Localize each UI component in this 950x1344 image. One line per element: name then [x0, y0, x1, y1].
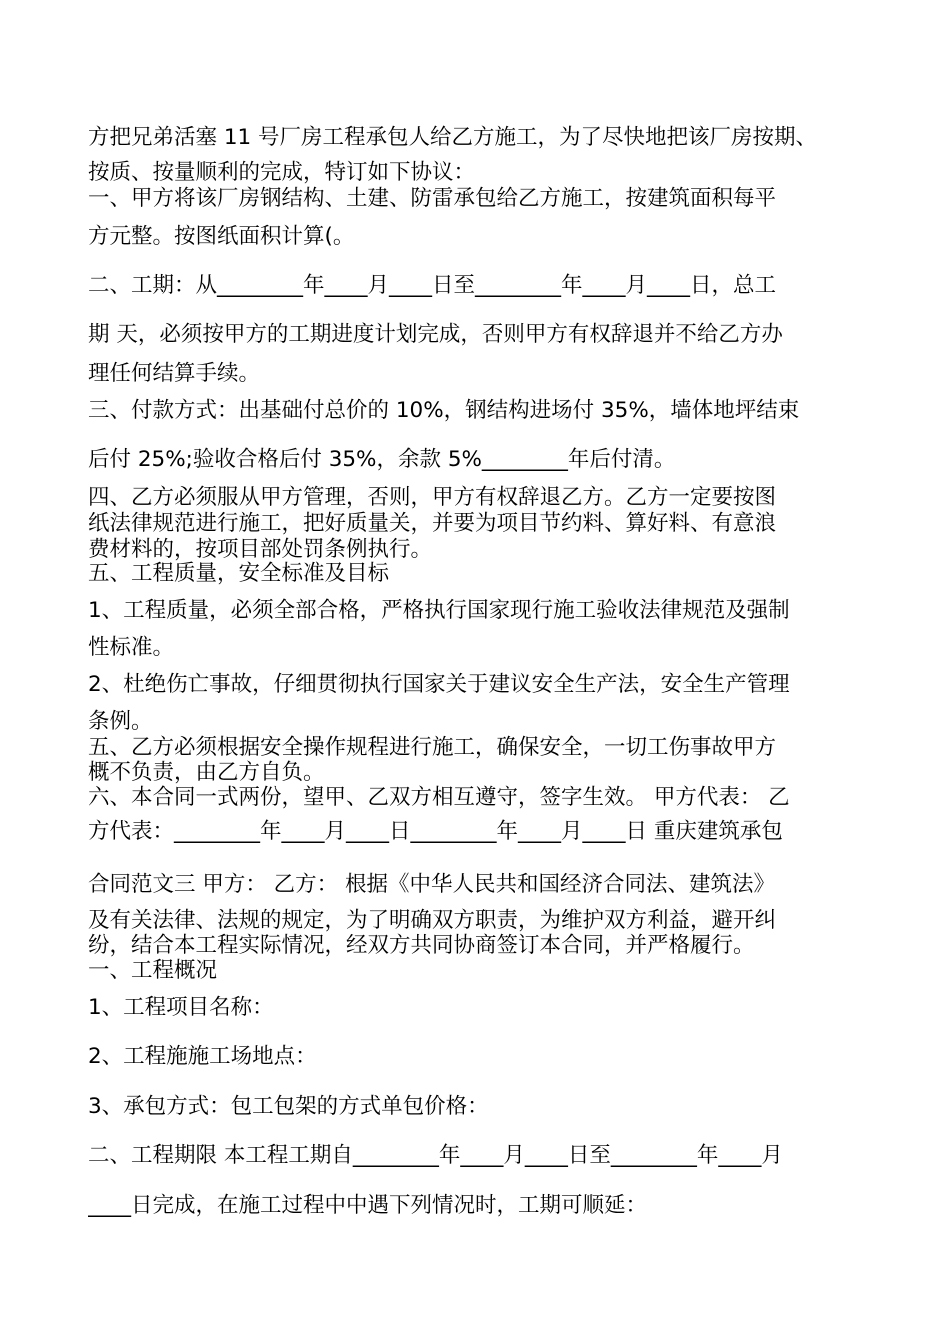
text-line: 二、工期：从________年____月____日至________年____月____日，总工	[88, 273, 777, 298]
text-line: 按质、按量顺利的完成，特订如下协议：	[88, 160, 476, 185]
text-line: 性标准。	[88, 635, 175, 660]
text-line: 一、甲方将该厂房钢结构、土建、防雷承包给乙方施工，按建筑面积每平	[88, 186, 777, 211]
text-line: 五、乙方必须根据安全操作规程进行施工，确保安全，一切工伤事故甲方	[88, 735, 777, 760]
text-line: 方代表：________年____月____日________年____月____日 重庆建筑承包	[88, 819, 783, 844]
text-line: 五、工程质量，安全标准及目标	[88, 561, 390, 586]
text-line: 3、承包方式：包工包架的方式单包价格：	[88, 1094, 489, 1119]
text-line: 后付 25%;验收合格后付 35%，余款 5%________年后付清。	[88, 447, 676, 472]
text-line: 三、付款方式：出基础付总价的 10%，钢结构进场付 35%，墙体地坪结束	[88, 398, 800, 423]
text-line: 六、本合同一式两份，望甲、乙双方相互遵守，签字生效。 甲方代表： 乙	[88, 785, 790, 810]
text-line: 方元整。按图纸面积计算(。	[88, 224, 355, 249]
text-line: 概不负责，由乙方自负。	[88, 760, 325, 785]
text-line: 条例。	[88, 709, 153, 734]
text-line: 2、杜绝伤亡事故，仔细贯彻执行国家关于建议安全生产法，安全生产管理	[88, 672, 790, 697]
text-line: 费材料的，按项目部处罚条例执行。	[88, 537, 433, 562]
text-line: 纷，结合本工程实际情况，经双方共同协商签订本合同，并严格履行。	[88, 933, 755, 958]
text-line: 一、工程概况	[88, 958, 218, 983]
text-line: 合同范文三 甲方： 乙方： 根据《中华人民共和国经济合同法、建筑法》	[88, 872, 776, 897]
text-line: 2、工程施施工场地点：	[88, 1044, 317, 1069]
text-line: 二、工程期限 本工程工期自________年____月____日至________年____月	[88, 1143, 783, 1168]
text-line: 及有关法律、法规的规定，为了明确双方职责，为维护双方利益，避开纠	[88, 908, 777, 933]
text-line: 1、工程质量，必须全部合格，严格执行国家现行施工验收法律规范及强制	[88, 598, 790, 623]
text-line: 理任何结算手续。	[88, 361, 261, 386]
text-line: 1、工程项目名称：	[88, 995, 274, 1020]
text-line: 四、乙方必须服从甲方管理，否则，甲方有权辞退乙方。乙方一定要按图	[88, 485, 777, 510]
text-line: 期 天，必须按甲方的工期进度计划完成，否则甲方有权辞退并不给乙方办	[88, 322, 783, 347]
text-line: 方把兄弟活塞 11 号厂房工程承包人给乙方施工，为了尽快地把该厂房按期、	[88, 125, 818, 150]
text-line: 纸法律规范进行施工，把好质量关，并要为项目节约料、算好料、有意浪	[88, 511, 777, 536]
text-line: ____日完成，在施工过程中中遇下列情况时，工期可顺延：	[88, 1193, 648, 1218]
